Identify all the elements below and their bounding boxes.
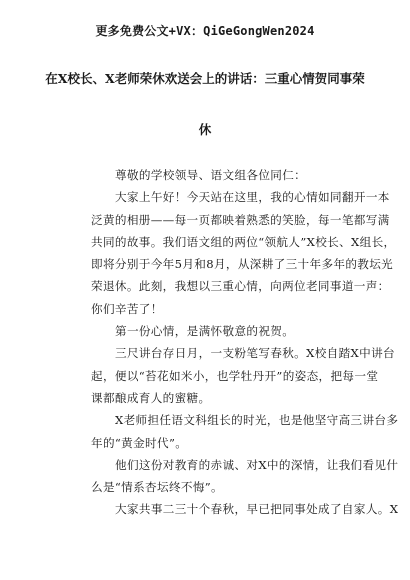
watermark-header: 更多免费公文+VX：QiGeGongWen2024 bbox=[95, 24, 315, 38]
body-text-line: 你们辛苦了！ bbox=[91, 301, 163, 316]
body-text-line: 第一份心情，是满怀敬意的祝贺。 bbox=[115, 324, 295, 339]
body-text-line: X老师担任语文科组长的时光，也是他坚守高三讲台多 bbox=[115, 413, 399, 428]
body-text-line: 尊敬的学校领导、语文组各位同仁： bbox=[115, 168, 307, 182]
body-text-line: 么是“情系杏坛终不悔”。 bbox=[91, 480, 223, 495]
body-text-line: 泛黄的相册——每一页都映着熟悉的笑脸，每一笔都写满 bbox=[91, 212, 390, 227]
body-text-line: 他们这份对教育的赤诚、对X中的深情，让我们看见什 bbox=[115, 457, 399, 472]
body-text-line: 起，便以“苔花如米小，也学牡丹开”的姿态，把每一堂 bbox=[91, 368, 379, 383]
body-text-line: 共同的故事。我们语文组的两位“领航人”X校长、X组长， bbox=[91, 234, 396, 249]
speech-title-line-1: 在X校长、X老师荣休欢送会上的讲话：三重心情贺同事荣 bbox=[45, 71, 365, 86]
body-text-line: 大家上午好！今天站在这里，我的心情如同翻开一本 bbox=[115, 190, 390, 205]
body-text-line: 课都酿成育人的蜜糖。 bbox=[91, 390, 211, 405]
body-text-line: 大家共事二三十个春秋，早已把同事处成了自家人。X bbox=[115, 502, 399, 517]
body-text-line: 年的“黄金时代”。 bbox=[91, 435, 188, 450]
speech-title-line-2: 休 bbox=[198, 122, 212, 137]
body-text-line: 三尺讲台存日月，一支粉笔写春秋。X校自踏X中讲台 bbox=[115, 346, 395, 361]
speech-body bbox=[91, 164, 399, 521]
body-text-line: 荣退休。此刻，我想以三重心情，向两位老同事道一声： bbox=[91, 279, 390, 294]
body-text-line: 即将分别于今年5月和8月，从深耕了三十年多年的教坛光 bbox=[91, 257, 394, 272]
